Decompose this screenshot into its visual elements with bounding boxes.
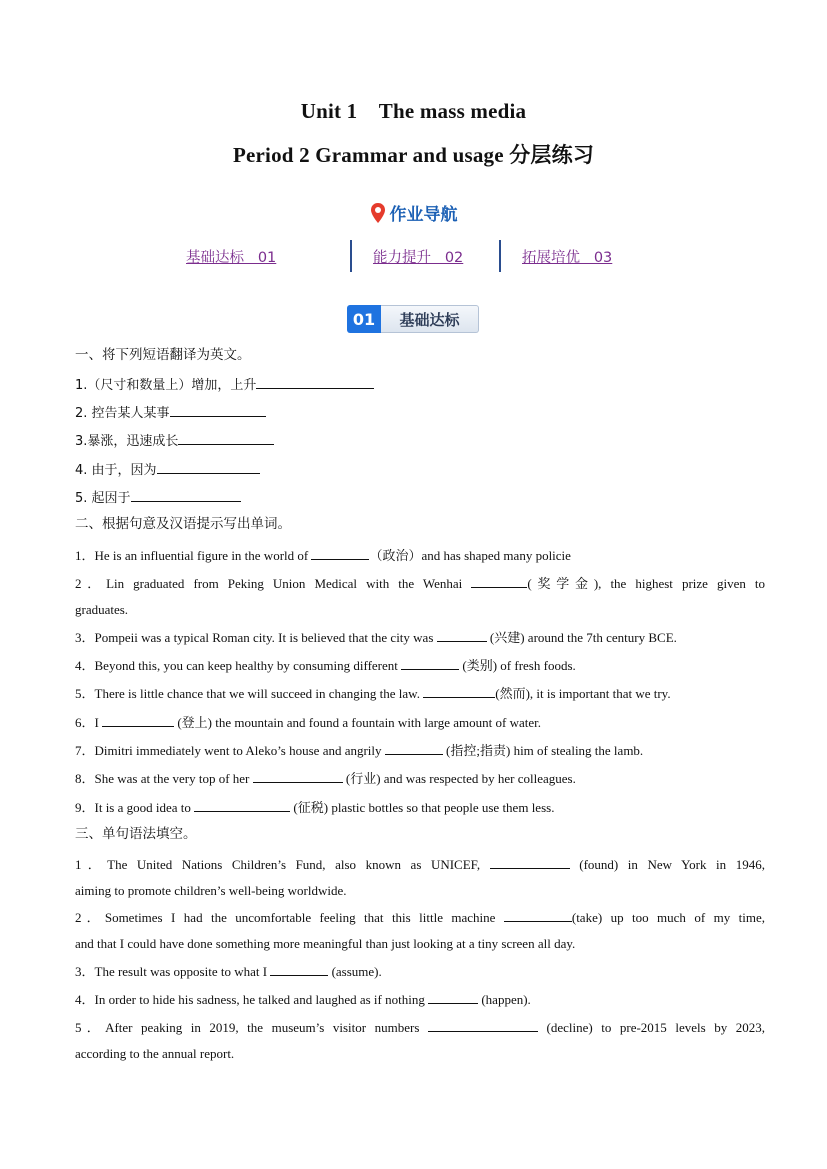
question-text: 9．It is a good idea to xyxy=(75,800,195,815)
answer-blank[interactable] xyxy=(423,685,495,698)
question-hint: (行业) and was respected by her colleagues. xyxy=(342,771,576,786)
question-text: 4．Beyond this, you can keep healthy by consuming different xyxy=(75,658,402,673)
homework-nav-title: 作业导航 xyxy=(389,205,458,225)
answer-blank[interactable] xyxy=(102,714,174,727)
list-item xyxy=(75,432,765,450)
item-text: 1.（尺寸和数量上）增加，上升 xyxy=(75,378,257,393)
question-hint: (登上) the mountain and found a fountain with large amount of water. xyxy=(174,715,542,730)
question-line-cont: according to the annual report. xyxy=(75,1046,235,1061)
question-line-cont: aiming to promote children’s well-being worldwide. xyxy=(75,883,347,898)
question-line xyxy=(75,1019,765,1036)
location-pin-icon xyxy=(370,203,386,223)
section1-heading: 一、将下列短语翻译为英文。 xyxy=(75,347,251,363)
question-line xyxy=(75,770,765,787)
list-item xyxy=(75,376,765,394)
question-hint: (兴建) around the 7th century BCE. xyxy=(486,630,677,645)
section2-heading: 二、根据句意及汉语提示写出单词。 xyxy=(75,516,291,532)
item-text: 3.暴涨，迅速成长 xyxy=(75,434,179,449)
question-text: 4．In order to hide his sadness, he talked and laughed as if nothing xyxy=(75,992,429,1007)
item-text: 2. 控告某人某事 xyxy=(75,406,170,421)
question-line xyxy=(75,991,765,1008)
question-line xyxy=(75,629,765,646)
nav-link-extend[interactable]: 拓展培优 03 xyxy=(522,250,613,266)
section3-heading: 三、单句语法填空。 xyxy=(75,826,197,842)
answer-blank[interactable] xyxy=(471,575,527,588)
question-hint: (found) in New York in 1946, xyxy=(569,857,765,872)
question-text: 6．I xyxy=(75,715,103,730)
question-text: 3．Pompeii was a typical Roman city. It is believed that the city was xyxy=(75,630,437,645)
question-text: 7．Dimitri immediately went to Aleko’s house and angrily xyxy=(75,743,385,758)
question-hint: (指控;指责) him of stealing the lamb. xyxy=(442,743,644,758)
answer-blank[interactable] xyxy=(194,799,290,812)
question-hint: (take) up too much of my time, xyxy=(571,910,765,925)
question-text: 3．The result was opposite to what I xyxy=(75,964,271,979)
question-hint: (奖学金), the highest prize given to xyxy=(527,576,765,591)
question-text: 5．After peaking in 2019, the museum’s visitor numbers xyxy=(75,1020,428,1035)
homework-nav-links xyxy=(0,240,827,272)
question-hint: (happen). xyxy=(478,992,531,1007)
list-item xyxy=(75,404,765,422)
question-text: 2．Lin graduated from Peking Union Medical with the Wenhai xyxy=(75,576,472,591)
question-line xyxy=(75,575,765,592)
answer-blank[interactable] xyxy=(490,856,570,869)
list-item xyxy=(75,489,765,507)
answer-blank[interactable] xyxy=(270,963,328,976)
answer-blank[interactable] xyxy=(428,1019,538,1032)
list-item xyxy=(75,461,765,479)
answer-blank[interactable] xyxy=(131,489,241,502)
question-line-cont: and that I could have done something more meaningful than just looking at a tiny screen all day. xyxy=(75,936,576,951)
item-text: 5. 起因于 xyxy=(75,491,131,506)
answer-blank[interactable] xyxy=(437,629,487,642)
answer-blank[interactable] xyxy=(178,432,274,445)
question-text: 2．Sometimes I had the uncomfortable feeling that this little machine xyxy=(75,910,504,925)
section-badge xyxy=(347,305,479,333)
question-hint: (decline) to pre-2015 levels by 2023, xyxy=(537,1020,765,1035)
question-line xyxy=(75,742,765,759)
answer-blank[interactable] xyxy=(256,376,374,389)
nav-divider xyxy=(350,240,352,272)
question-line-cont: graduates. xyxy=(75,602,129,617)
period-title: Period 2 Grammar and usage 分层练习 xyxy=(232,143,595,167)
question-hint: （政治）and has shaped many policie xyxy=(369,548,571,563)
nav-link-improve[interactable]: 能力提升 02 xyxy=(373,250,464,266)
question-hint: (assume). xyxy=(328,964,382,979)
question-line xyxy=(75,547,765,564)
nav-divider xyxy=(499,240,501,272)
question-text: 1．The United Nations Children’s Fund, also known as UNICEF, xyxy=(75,857,490,872)
homework-nav-header xyxy=(0,200,827,226)
question-line xyxy=(75,799,765,816)
answer-blank[interactable] xyxy=(170,404,266,417)
question-line xyxy=(75,856,765,873)
answer-blank[interactable] xyxy=(311,547,369,560)
question-line xyxy=(75,909,765,926)
question-line xyxy=(75,685,765,702)
answer-blank[interactable] xyxy=(253,770,343,783)
question-text: 1．He is an influential figure in the world of xyxy=(75,548,312,563)
section-badge-label: 基础达标 xyxy=(381,305,479,333)
item-text: 4. 由于，因为 xyxy=(75,463,157,478)
question-hint: (征税) plastic bottles so that people use them less. xyxy=(290,800,555,815)
answer-blank[interactable] xyxy=(428,991,478,1004)
question-text: 8．She was at the very top of her xyxy=(75,771,253,786)
question-line xyxy=(75,714,765,731)
answer-blank[interactable] xyxy=(504,909,572,922)
question-text: 5．There is little chance that we will succeed in changing the law. xyxy=(75,686,424,701)
question-hint: (类别) of fresh foods. xyxy=(459,658,576,673)
question-line xyxy=(75,657,765,674)
unit-title: Unit 1 The mass media xyxy=(300,99,527,123)
question-hint: (然而), it is important that we try. xyxy=(495,686,671,701)
answer-blank[interactable] xyxy=(385,742,443,755)
answer-blank[interactable] xyxy=(401,657,459,670)
nav-link-basic[interactable]: 基础达标 01 xyxy=(186,250,277,266)
answer-blank[interactable] xyxy=(157,461,260,474)
section-badge-number: 01 xyxy=(347,305,381,333)
question-line xyxy=(75,963,765,980)
